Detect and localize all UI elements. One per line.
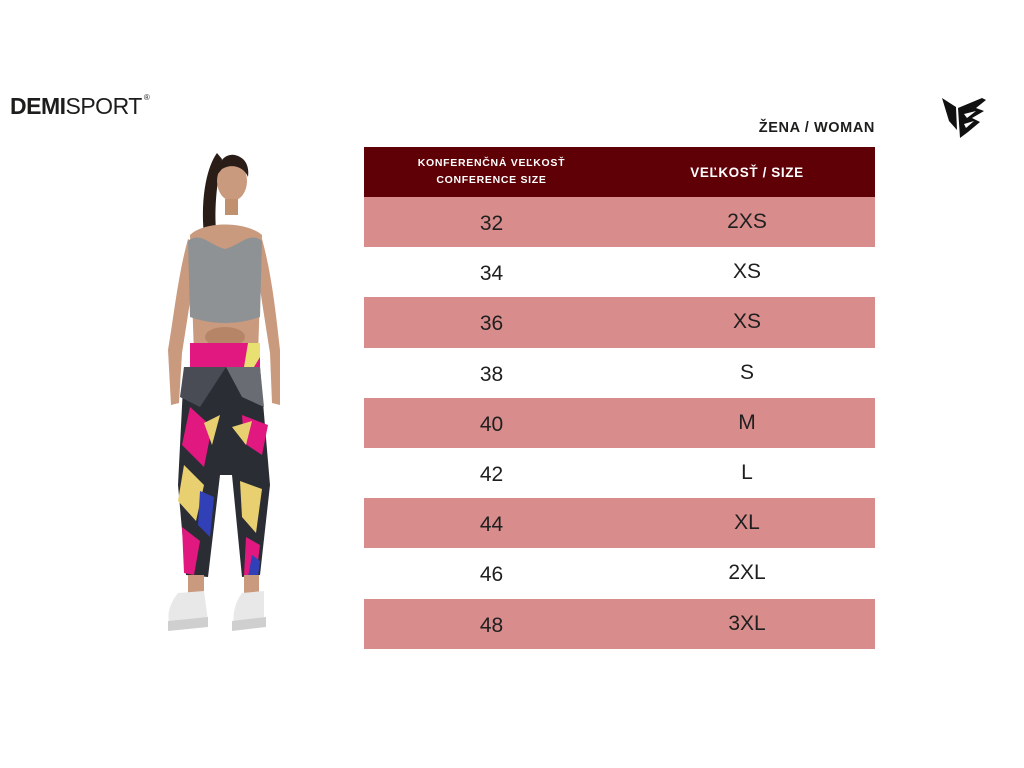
conference-size-cell: 44 <box>479 513 504 537</box>
table-row <box>364 448 875 498</box>
category-caption: ŽENA / WOMAN <box>758 120 875 136</box>
conference-size-cell: 36 <box>479 312 504 336</box>
table-row <box>364 197 875 247</box>
header-conference-line1: KONFERENČNÁ VEĽKOSŤ <box>417 157 566 169</box>
table-row <box>364 498 875 548</box>
logo-text-bold: DEMI <box>10 93 66 119</box>
size-cell: 3XL <box>728 611 766 635</box>
size-cell: L <box>741 461 753 485</box>
demisport-logo <box>10 93 149 119</box>
table-row <box>364 297 875 347</box>
wing-e-emblem-icon <box>940 94 988 140</box>
table-row <box>364 348 875 398</box>
registered-mark: ® <box>143 93 150 102</box>
header-size: VEĽKOSŤ / SIZE <box>690 164 804 180</box>
conference-size-cell: 40 <box>479 412 504 436</box>
conference-size-cell: 42 <box>479 463 504 487</box>
size-cell: 2XS <box>727 210 767 234</box>
conference-size-cell: 32 <box>479 212 504 236</box>
size-cell: XS <box>732 310 761 334</box>
logo-text-regular: SPORT <box>65 93 142 119</box>
size-cell: S <box>739 360 754 384</box>
size-table <box>364 147 875 649</box>
table-row <box>364 548 875 598</box>
model-illustration <box>160 145 290 640</box>
table-row <box>364 247 875 297</box>
conference-size-cell: 34 <box>479 262 504 286</box>
table-row <box>364 398 875 448</box>
header-conference-size <box>364 147 619 197</box>
size-cell: XS <box>732 260 761 284</box>
conference-size-cell: 46 <box>479 563 504 587</box>
size-cell: M <box>738 410 756 434</box>
table-header <box>364 147 875 197</box>
size-cell: XL <box>734 511 760 535</box>
conference-size-cell: 38 <box>479 362 504 386</box>
size-cell: 2XL <box>728 561 766 585</box>
table-row <box>364 599 875 649</box>
header-conference-line2: CONFERENCE SIZE <box>436 174 547 186</box>
conference-size-cell: 48 <box>479 613 504 637</box>
